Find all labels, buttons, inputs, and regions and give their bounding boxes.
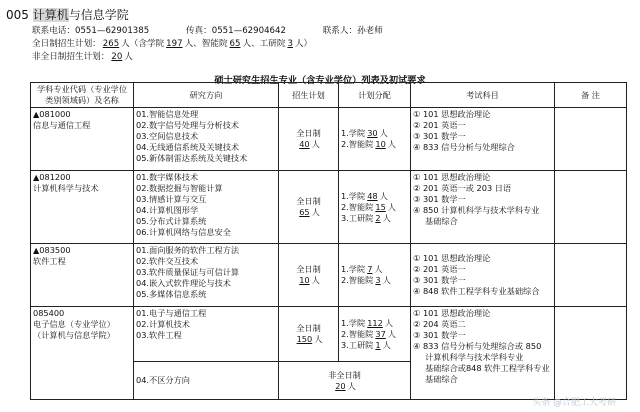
header-notes: 备 注 — [555, 83, 627, 108]
notes-cell — [555, 171, 627, 244]
table-row: 085400 电子信息（专业学位） （计算机与信息学院） 01.电子与通信工程 02.计算机技术 03.软件工程 全日制 150 人 1.学院 112 人 2.智能院 37 人 3.工研院 1 人 ① 101 思想政治理论 ② 204 英语二 ③ 301 数学一 ④ 833 信号分析与处理综合或 850 计算机科学与技术学科专业 基础综合或848 软件工程学科专业 基础综合 — [31, 307, 627, 362]
parttime-plan: 非全日制招生计划： 20 人 — [32, 52, 133, 62]
contact-line: 联系电话：0551—62901385 传真：0551—62904642 联系人：孙老师 — [32, 26, 383, 36]
header-direction: 研究方向 — [134, 83, 279, 108]
table-row: ▲083500 软件工程 01.面向服务的软件工程方法 02.软件交互技术 03.软件质量保证与可信计算 04.嵌入式软件理论与技术 05.多媒体信息系统 全日制 10 人 1.学院 7 人 2.智能院 3 人 ① 101 思想政治理论 ② 201 英语一 ③ 301 数学一 ④ 848 软件工程学科专业基础综合 — [31, 244, 627, 307]
header-major: 学科专业代码（专业学位类别领域码）及名称 — [31, 83, 134, 108]
table-row: ▲081000 信息与通信工程 01.智能信息处理 02.数字信号处理与分析技术 03.空间信息技术 04.无线通信系统及关键技术 05.新体制雷达系统及关键技术 全日制 40 人 1.学院 30 人 2.智能院 10 人 ① 101 思想政治理论 ② 201 英语一 ③ 301 数学一 ④ 833 信号分析与处理综合 — [31, 108, 627, 171]
major-code: ▲081000 — [33, 109, 71, 119]
major-code: 085400 — [33, 308, 65, 318]
table-row: 04.不区分方向 非全日制 20 人 — [31, 362, 627, 400]
major-name: 计算机科学与技术 — [33, 183, 99, 193]
header-allocation: 计划分配 — [339, 83, 411, 108]
table-row: ▲081200 计算机科学与技术 01.数字媒体技术 02.数据挖掘与智能计算 03.情感计算与交互 04.计算机图形学 05.分布式计算系统 06.计算机网络与信息安全 全日制 65 人 1.学院 48 人 2.智能院 15 人 3.工研院 2 人 ① 101 思想政治理论 ② 201 英语一或 203 日语 ③ 301 数学一 ④ 850 计算机科学与技术学科专业 基础综合 — [31, 171, 627, 244]
notes-cell — [555, 108, 627, 171]
major-code: ▲083500 — [33, 245, 71, 255]
watermark: 头条 @合肥工大考研 — [532, 398, 616, 408]
major-name: 电子信息（专业学位） — [33, 319, 115, 329]
fulltime-plan: 全日制招生计划： 265 人（含学院 197 人、智能院 65 人、工研院 3 人） — [32, 39, 313, 49]
contact-person: 孙老师 — [357, 26, 383, 36]
college-code: 005 — [6, 8, 29, 22]
admissions-table — [30, 82, 627, 400]
notes-cell — [555, 244, 627, 307]
major-name: 信息与通信工程 — [33, 120, 91, 130]
header-subjects: 考试科目 — [411, 83, 555, 108]
notes-cell — [555, 307, 627, 400]
major-name-note: （计算机与信息学院） — [33, 330, 115, 340]
college-name-rest: 与信息学院 — [68, 8, 129, 22]
fax: 0551—62904642 — [211, 26, 286, 36]
table-header-row — [31, 83, 627, 108]
major-code: ▲081200 — [33, 172, 71, 182]
major-name: 软件工程 — [33, 256, 66, 266]
page-title — [6, 6, 129, 23]
header-plan: 招生计划 — [279, 83, 339, 108]
college-name-highlight[interactable]: 计算机 — [32, 8, 69, 22]
phone: 0551—62901385 — [74, 26, 150, 36]
table-caption: 硕士研究生招生专业（含专业学位）列表及初试要求 — [214, 75, 426, 86]
